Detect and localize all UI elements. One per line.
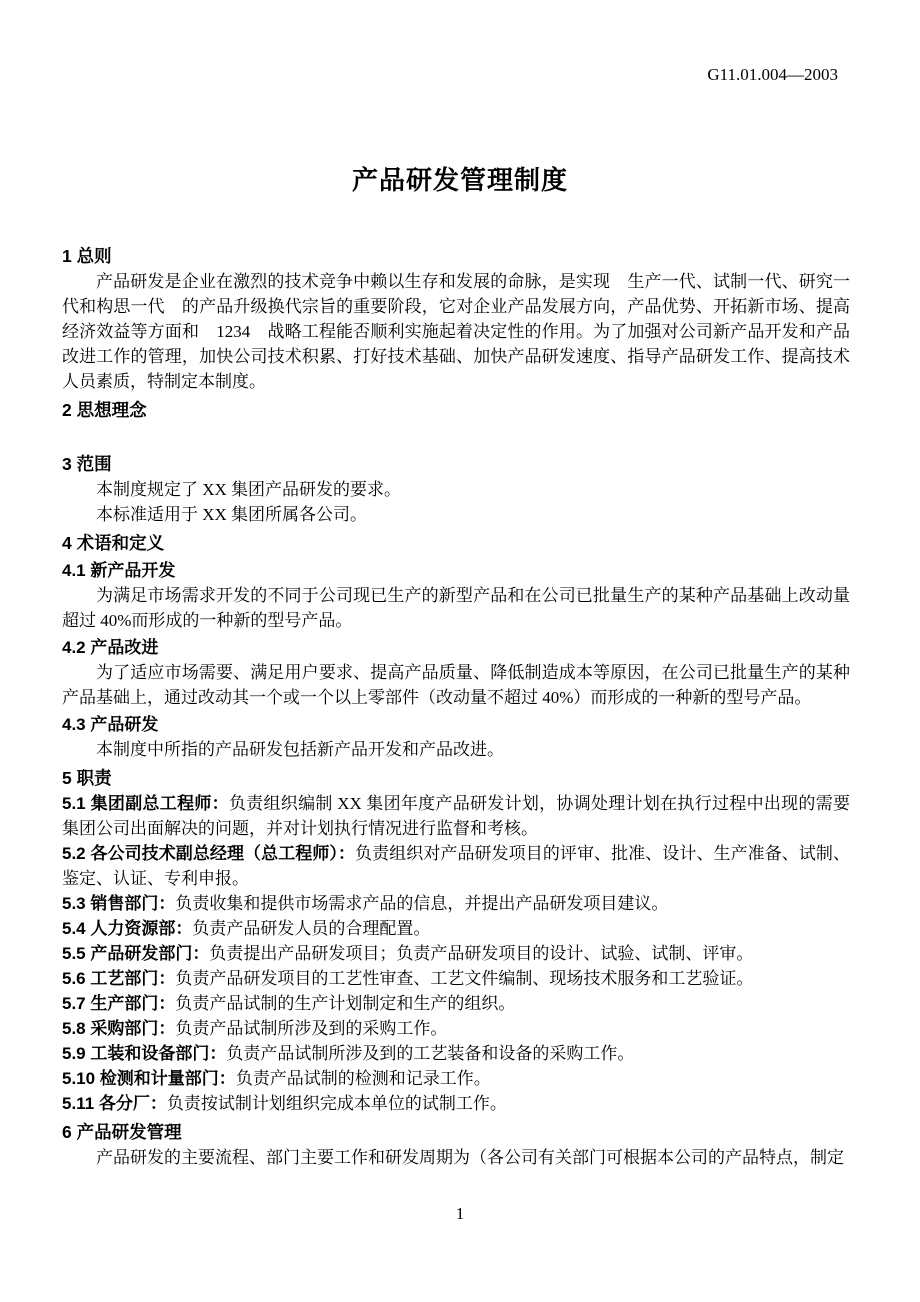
responsibility-item xyxy=(62,916,850,941)
section-heading: 1 总则 xyxy=(62,246,112,266)
responsibility-item xyxy=(62,991,850,1016)
clause-label: 5.6 工艺部门： xyxy=(62,969,176,988)
clause-text: 负责产品试制所涉及到的工艺装备和设备的采购工作。 xyxy=(226,1044,635,1063)
clause-label: 5.3 销售部门： xyxy=(62,894,176,913)
responsibility-item xyxy=(62,941,850,966)
subsection-heading: 4.1 新产品开发 xyxy=(62,561,176,580)
responsibility-item xyxy=(62,1041,850,1066)
clause-text: 负责产品试制所涉及到的采购工作。 xyxy=(175,1019,448,1038)
paragraph: 产品研发的主要流程、部门主要工作和研发周期为（各公司有关部门可根据本公司的产品特点，制定 xyxy=(96,1148,844,1167)
responsibility-item xyxy=(62,1066,850,1091)
section-heading: 4 术语和定义 xyxy=(62,533,165,553)
paragraph: 本制度中所指的产品研发包括新产品开发和产品改进。 xyxy=(96,740,504,759)
clause-label: 5.1 集团副总工程师： xyxy=(62,794,229,813)
clause-label: 5.9 工装和设备部门： xyxy=(62,1044,227,1063)
responsibility-item xyxy=(62,1016,850,1041)
page-number: 1 xyxy=(455,1204,465,1223)
clause-text: 负责提出产品研发项目；负责产品研发项目的设计、试验、试制、评审。 xyxy=(209,944,754,963)
section-heading: 5 职责 xyxy=(62,768,112,788)
clause-text: 负责产品研发人员的合理配置。 xyxy=(192,919,431,938)
clause-label: 5.8 采购部门： xyxy=(62,1019,176,1038)
paragraph: 为满足市场需求开发的不同于公司现已生产的新型产品和在公司已批量生产的某种产品基础上改动量超过 40%而形成的一种新的型号产品。 xyxy=(62,586,850,630)
subsection-heading: 4.2 产品改进 xyxy=(62,638,159,657)
responsibility-item xyxy=(62,891,850,916)
document-title: 产品研发管理制度 xyxy=(351,165,568,195)
clause-text: 负责产品研发项目的工艺性审查、工艺文件编制、现场技术服务和工艺验证。 xyxy=(175,969,754,988)
section-heading: 2 思想理念 xyxy=(62,400,147,420)
empty-line xyxy=(62,423,850,448)
section-heading: 3 范围 xyxy=(62,454,112,474)
clause-text: 负责按试制计划组织完成本单位的试制工作。 xyxy=(166,1094,507,1113)
clause-label: 5.7 生产部门： xyxy=(62,994,176,1013)
responsibility-item xyxy=(62,966,850,991)
responsibility-item xyxy=(62,1091,850,1116)
paragraph: 本制度规定了 XX 集团产品研发的要求。 xyxy=(96,480,402,499)
section-heading: 6 产品研发管理 xyxy=(62,1122,182,1142)
clause-label: 5.2 各公司技术副总经理（总工程师）： xyxy=(62,844,356,863)
clause-text: 负责产品试制的检测和记录工作。 xyxy=(235,1069,491,1088)
clause-label: 5.10 检测和计量部门： xyxy=(62,1069,236,1088)
clause-text: 负责组织编制 XX 集团年度产品研发计划，协调处理计划在执行过程中出现的需要集团公司出面解决的问题，并对计划执行情况进行监督和考核。 xyxy=(62,794,850,838)
responsibility-item xyxy=(62,841,850,891)
paragraph: 产品研发是企业在激烈的技术竞争中赖以生存和发展的命脉，是实现 生产一代、试制一代、研究一代和构思一代 的产品升级换代宗旨的重要阶段，它对企业产品发展方向，产品优势、开拓新市场、提高经济效益等方面和 1234 战略工程能否顺利实施起着决定性的作用。为了加强对公司新产品开发和产品改进工作的管理，加快公司技术积累、打好技术基础、加快产品研发速度、指导产品研发工作、提高技术人员素质，特制定本制度。 xyxy=(62,272,850,391)
clause-text: 负责收集和提供市场需求产品的信息，并提出产品研发项目建议。 xyxy=(175,894,669,913)
clause-label: 5.11 各分厂： xyxy=(62,1094,167,1113)
paragraph: 为了适应市场需要、满足用户要求、提高产品质量、降低制造成本等原因，在公司已批量生产的某种产品基础上，通过改动其一个或一个以上零部件（改动量不超过 40%）而形成的一种新的型号产品。 xyxy=(62,663,850,707)
responsibility-item xyxy=(62,791,850,841)
document-body xyxy=(62,244,850,1170)
document-code: G11.01.004—2003 xyxy=(707,65,838,84)
paragraph: 本标准适用于 XX 集团所属各公司。 xyxy=(96,505,368,524)
clause-label: 5.4 人力资源部： xyxy=(62,919,193,938)
clause-label: 5.5 产品研发部门： xyxy=(62,944,210,963)
clause-text: 负责产品试制的生产计划制定和生产的组织。 xyxy=(175,994,516,1013)
clause-text: 负责组织对产品研发项目的评审、批准、设计、生产准备、试制、鉴定、认证、专利申报。 xyxy=(62,844,850,888)
subsection-heading: 4.3 产品研发 xyxy=(62,715,159,734)
